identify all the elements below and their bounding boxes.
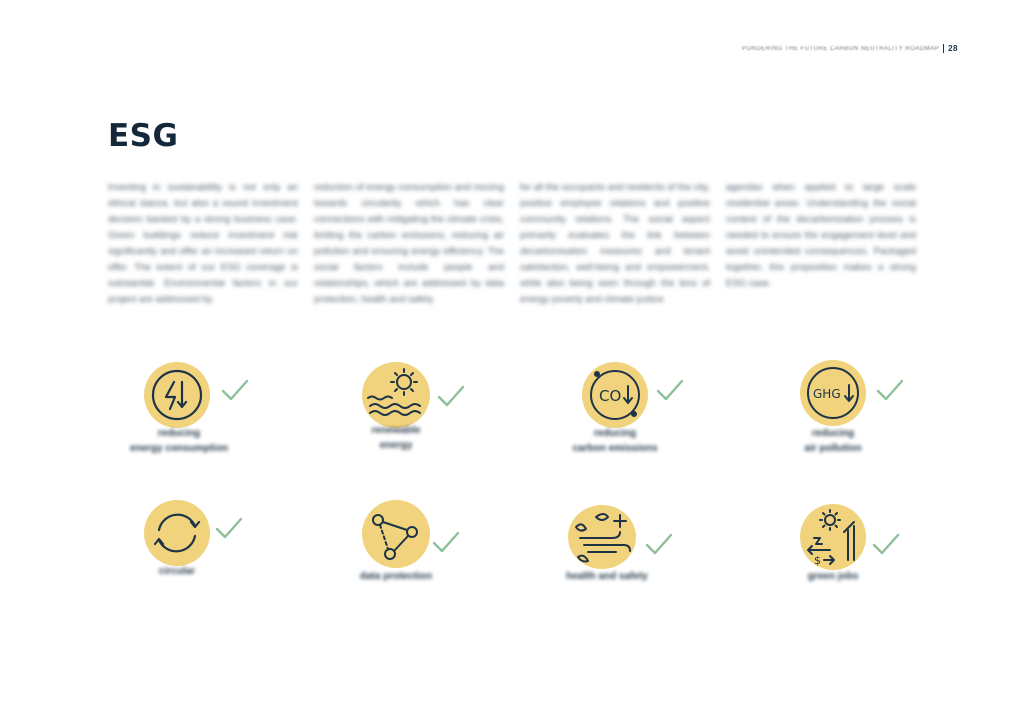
label-data [311, 569, 481, 584]
checkmark-icon [437, 384, 465, 408]
running-header [742, 44, 958, 53]
label-line: green jobs [807, 571, 859, 582]
ghg-glyph: GHG [813, 387, 841, 401]
data-nodes-icon [362, 500, 430, 568]
dollar-glyph: $ [814, 554, 821, 567]
running-title: PONDERING THE FUTURE CARBON NEUTRALITY ROADMAP [741, 45, 940, 52]
label-line: health and safety [566, 571, 648, 582]
text-column-1: Investing in sustainability is not only an ethical stance, but also a sound investment decision backed by a strong business case. Green buildings reduce investment risk significantly and offer an increased return on offer. The extent of our ESG coverage is substantial. Environmental factors in our project are addressed by [108, 181, 298, 305]
label-line: circular [158, 566, 196, 577]
checkmark-icon [656, 378, 684, 402]
co-glyph: CO [599, 387, 622, 405]
label-line: carbon emissions [572, 443, 658, 454]
checkmark-icon [215, 516, 243, 540]
label-renewable [311, 423, 481, 453]
energy-bolt-icon [144, 362, 210, 428]
label-line: data protection [359, 571, 433, 582]
checkmark-icon [221, 378, 249, 402]
label-carbon [530, 426, 700, 456]
co2-down-icon [582, 362, 648, 428]
circular-arrows-icon [144, 500, 210, 566]
checkmark-icon [645, 532, 673, 556]
page-title: ESG [108, 118, 179, 154]
label-jobs [748, 569, 918, 584]
checkmark-icon [872, 532, 900, 556]
body-text-columns [108, 170, 916, 317]
label-circular [92, 564, 262, 579]
label-line: energy [379, 440, 413, 451]
header-divider [943, 44, 944, 53]
sun-waves-icon [362, 362, 430, 428]
label-energy [94, 426, 264, 456]
label-line: reducing [157, 428, 201, 439]
green-jobs-icon [800, 504, 866, 570]
page-number: 28 [948, 44, 958, 53]
label-air [748, 426, 918, 456]
text-column-4: agendas when applied to large scale residential areas. Understanding the social context of the decarbonization process is needed to ensure the engagement level and avoid unintended consequences. Packaged together, this proposition makes a strong ESG case. [726, 181, 916, 289]
label-line: air pollution [804, 443, 862, 454]
label-line: reducing [593, 428, 637, 439]
checkmark-icon [432, 530, 460, 554]
text-column-2: reduction of energy consumption and moving towards circularity which has clear connections with mitigating the climate crisis, limiting the carbon emissions, reducing air pollution and ensuring energy efficiency. The social factors include people and relationships, which are addressed by data protection, health and safety [314, 181, 504, 305]
wind-leaves-plus-icon [568, 505, 636, 569]
label-health [522, 569, 692, 584]
label-line: energy consumption [129, 443, 229, 454]
label-line: reducing [811, 428, 855, 439]
ghg-down-icon [800, 360, 866, 426]
label-line: renewable [371, 425, 421, 436]
checkmark-icon [876, 378, 904, 402]
text-column-3: for all the occupants and residents of the city, positive employee relations and positive community relations. The social aspect primarily evaluates the link between decarbonisation measures and tenant satisfaction, well-being and empowerment, while also being seen through the lens of energy poverty and climate justice [520, 181, 710, 305]
